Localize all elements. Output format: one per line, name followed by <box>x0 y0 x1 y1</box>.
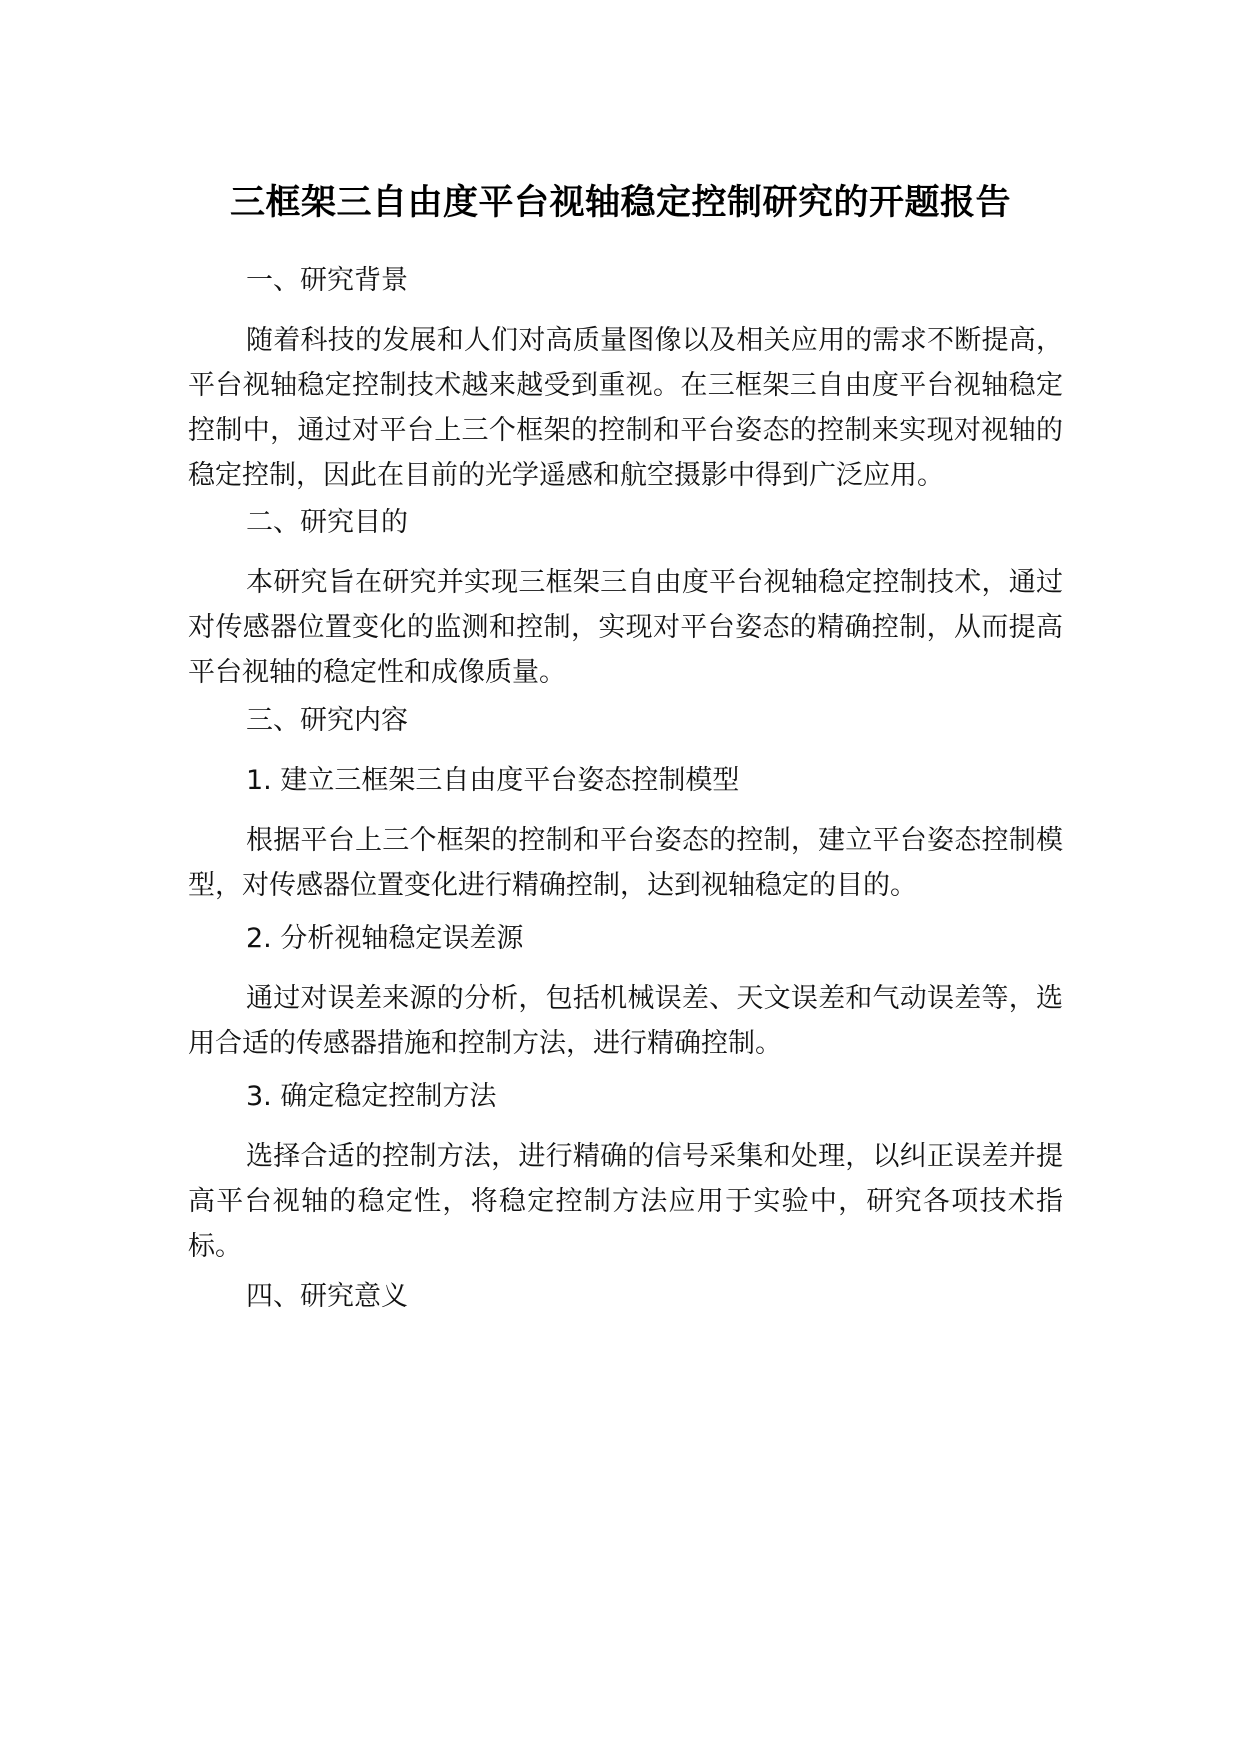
subsection-heading-model: 1. 建立三框架三自由度平台姿态控制模型 <box>246 765 740 796</box>
section-heading-significance: 四、研究意义 <box>246 1281 408 1312</box>
section-heading-content: 三、研究内容 <box>246 705 408 736</box>
document-title: 三框架三自由度平台视轴稳定控制研究的开题报告 <box>229 183 1011 223</box>
section-heading-background: 一、研究背景 <box>246 265 408 296</box>
section-paragraph-purpose: 本研究旨在研究并实现三框架三自由度平台视轴稳定控制技术，通过对传感器位置变化的监测和控制，实现对平台姿态的精确控制，从而提高平台视轴的稳定性和成像质量。 <box>188 567 1063 688</box>
section-heading-purpose: 二、研究目的 <box>246 507 408 538</box>
subsection-paragraph-model: 根据平台上三个框架的控制和平台姿态的控制，建立平台姿态控制模型，对传感器位置变化进行精确控制，达到视轴稳定的目的。 <box>188 825 1063 901</box>
subsection-heading-error-sources: 2. 分析视轴稳定误差源 <box>246 923 524 954</box>
subsection-heading-control-method: 3. 确定稳定控制方法 <box>246 1081 497 1112</box>
section-paragraph-background: 随着科技的发展和人们对高质量图像以及相关应用的需求不断提高，平台视轴稳定控制技术越来越受到重视。在三框架三自由度平台视轴稳定控制中，通过对平台上三个框架的控制和平台姿态的控制来实现对视轴的稳定控制，因此在目前的光学遥感和航空摄影中得到广泛应用。 <box>188 325 1063 491</box>
subsection-paragraph-error-sources: 通过对误差来源的分析，包括机械误差、天文误差和气动误差等，选用合适的传感器措施和控制方法，进行精确控制。 <box>188 983 1063 1059</box>
subsection-paragraph-control-method: 选择合适的控制方法，进行精确的信号采集和处理，以纠正误差并提高平台视轴的稳定性，将稳定控制方法应用于实验中，研究各项技术指标。 <box>188 1141 1063 1262</box>
